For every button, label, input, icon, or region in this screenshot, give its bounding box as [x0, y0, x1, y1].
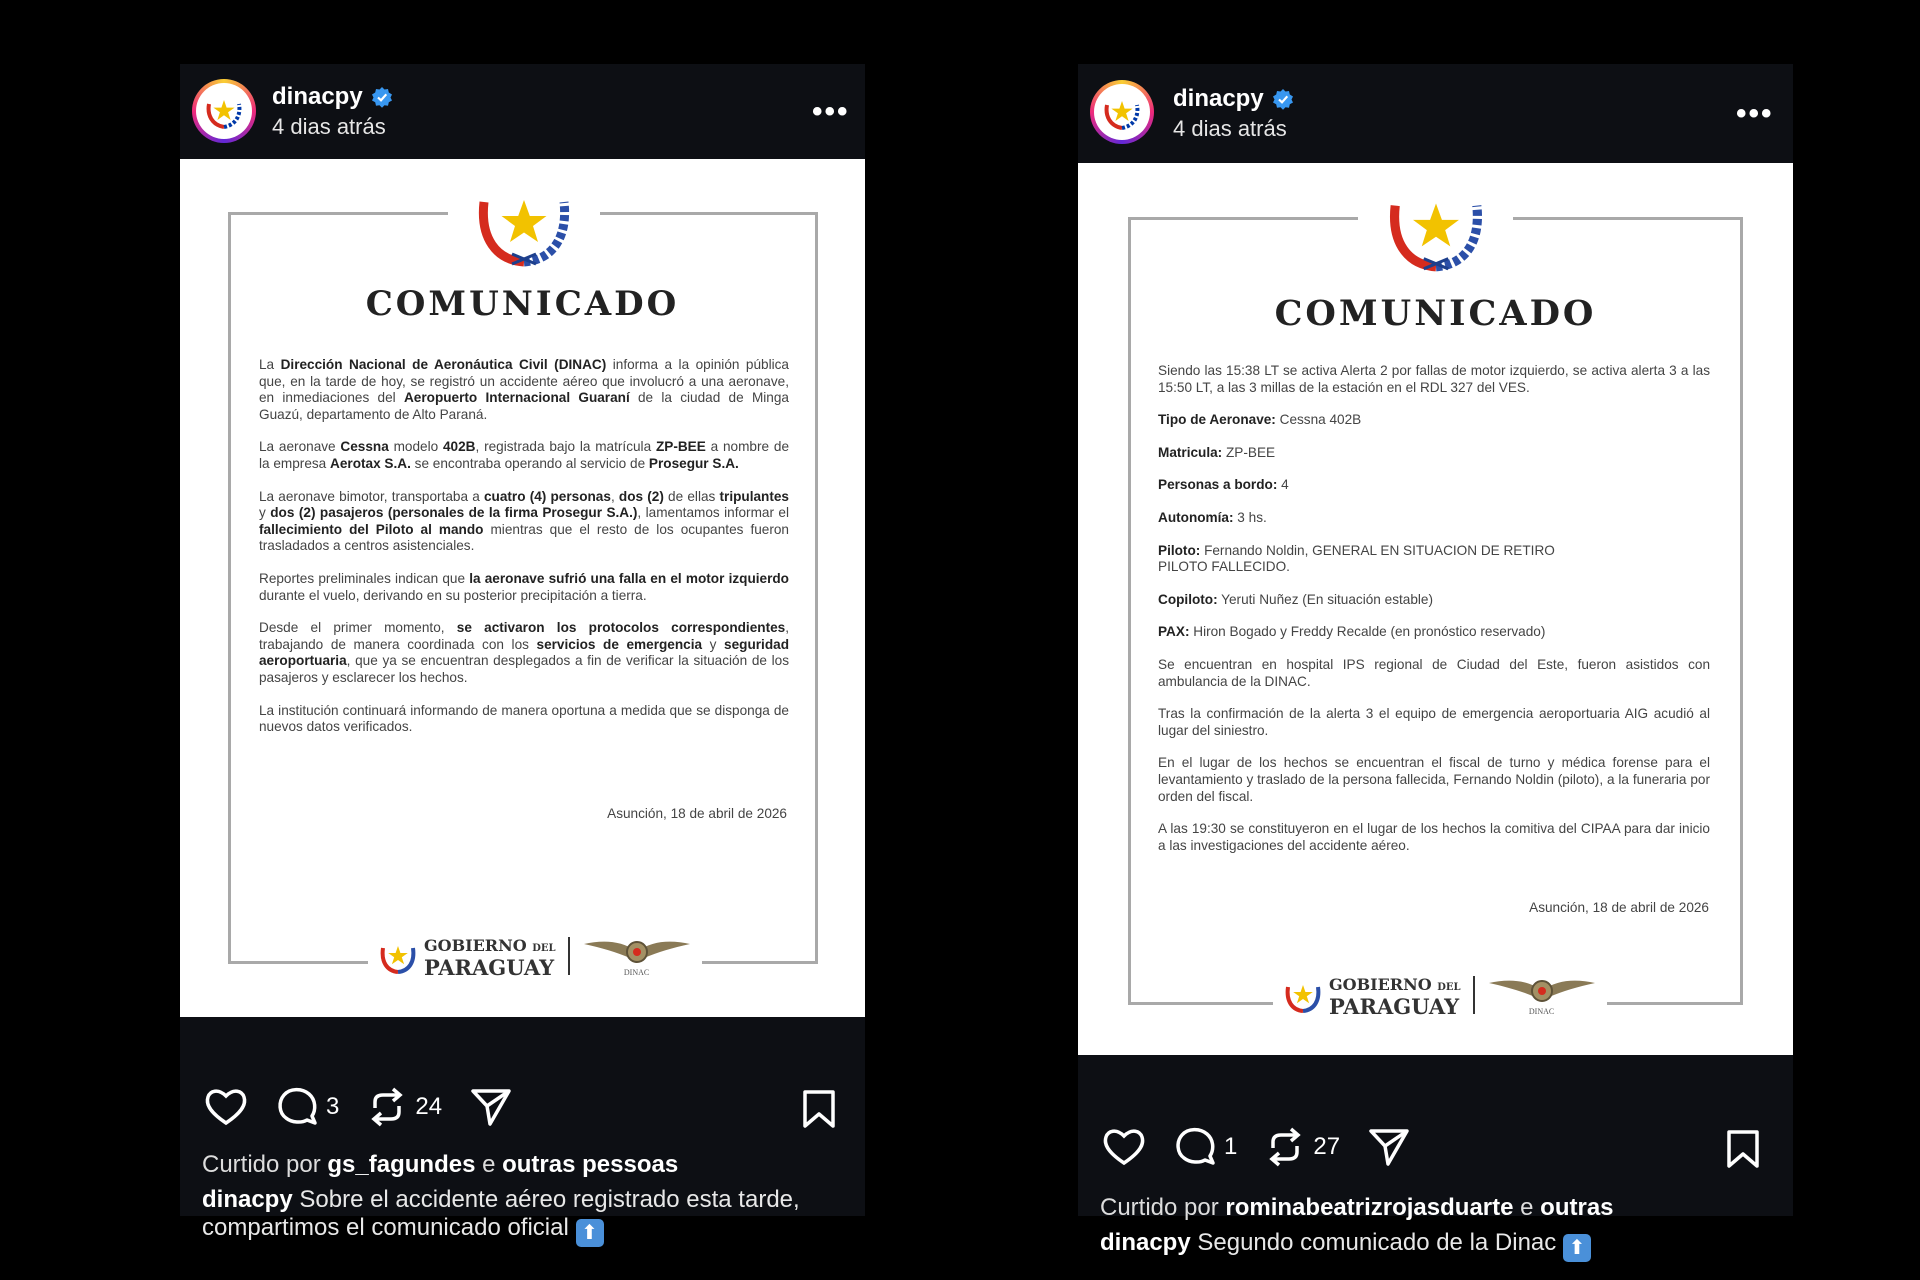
liked-by-user[interactable]: rominabeatrizrojasduarte: [1225, 1194, 1514, 1221]
post-card: [180, 64, 865, 1244]
paraguay-coat-of-arms-icon: [1385, 175, 1487, 277]
paraguay-seal-icon: [1100, 90, 1144, 134]
gobierno-seal-icon: [378, 936, 418, 976]
more-options-icon[interactable]: •••: [1736, 97, 1774, 130]
document-paragraph: Tras la confirmación de la alerta 3 el equipo de emergencia aeroportuaria AIG acudió al lugar del siniestro.: [1158, 706, 1710, 738]
document-paragraph: Tipo de Aeronave: Cessna 402B: [1158, 412, 1362, 428]
dinac-wings-icon: [582, 934, 692, 970]
document-paragraph: Piloto: Fernando Noldin, GENERAL EN SITUACION DE RETIRO PILOTO FALLECIDO.: [1158, 542, 1555, 575]
more-options-icon[interactable]: •••: [812, 95, 850, 128]
liked-by-line: Curtido por gs_fagundes e outras pessoas: [202, 1151, 679, 1178]
comment-bubble-icon[interactable]: [1174, 1126, 1216, 1168]
repost-button[interactable]: [367, 1086, 442, 1128]
communique-image: [180, 159, 865, 1017]
document-paragraph: La institución continuará informando de manera oportuna a medida que se disponga de nuevos datos verificados.: [259, 702, 789, 735]
post-caption: dinacpy Sobre el accidente aéreo registrado esta tarde, compartimos el comunicado oficial ⬆: [202, 1186, 852, 1247]
comment-button[interactable]: [276, 1086, 339, 1128]
like-heart-icon[interactable]: [204, 1087, 248, 1127]
profile-avatar[interactable]: [1090, 80, 1154, 144]
document-paragraph: Matricula: ZP-BEE: [1158, 444, 1276, 460]
caption-username[interactable]: dinacpy: [1100, 1229, 1191, 1256]
document-paragraph: Desde el primer momento, se activaron los protocolos correspondientes, trabajando de manera coordinada con los servicios de emergencia y seguridad aeroportuaria, que ya se encuentran desplegados a fin de verificar la situación de los pasajeros y esclarecer los hechos.: [259, 620, 789, 685]
username[interactable]: dinacpy: [1173, 85, 1264, 112]
dinac-logo: DINAC: [1487, 973, 1597, 1017]
document-title: COMUNICADO: [365, 284, 680, 324]
repost-count: 27: [1313, 1133, 1341, 1160]
document-paragraph: A las 19:30 se constituyeron en el lugar de los hechos la comitiva del CIPAA para dar inicio a las investigaciones del accidente aéreo.: [1158, 821, 1710, 853]
paraguay-seal-icon: [202, 89, 246, 133]
document-body: [1158, 363, 1710, 870]
post-timestamp: 4 dias atrás: [1173, 116, 1287, 141]
repost-arrows-icon[interactable]: [367, 1086, 407, 1128]
paraguay-coat-of-arms-icon: [474, 172, 574, 272]
repost-count: 24: [415, 1093, 443, 1120]
document-paragraph: La aeronave bimotor, transportaba a cuatro (4) personas, dos (2) de ellas tripulantes y dos (2) pasajeros (personales de la firma Prosegur S.A.), lamentamos informar el fallecimiento del Piloto al mando mientras que el resto de los ocupantes fueron trasladados a centros asistenciales.: [259, 488, 789, 554]
bookmark-icon[interactable]: [802, 1090, 836, 1128]
logo-separator: [568, 937, 570, 975]
up-arrow-emoji-icon: ⬆: [576, 1219, 604, 1247]
communique-image: [1078, 163, 1793, 1055]
footer-logos: [1273, 973, 1607, 1017]
document-paragraph: Se encuentran en hospital IPS regional de Ciudad del Este, fueron asistidos con ambulancia de la DINAC.: [1158, 656, 1710, 689]
document-body: [259, 357, 789, 752]
document-paragraph: Siendo las 15:38 LT se activa Alerta 2 por fallas de motor izquierdo, se activa alerta 3 a las 15:50 LT, a las 3 millas de la estación en el RDL 327 del VES.: [1158, 363, 1710, 395]
document-paragraph: En el lugar de los hechos se encuentran el fiscal de turno y médica forense para el levantamiento y traslado de la persona fallecida, Fernando Noldin (piloto), a la funeraria por orden del fiscal.: [1158, 755, 1710, 804]
action-bar: [1102, 1126, 1410, 1168]
post-timestamp: 4 dias atrás: [272, 114, 386, 139]
document-title: COMUNICADO: [1274, 293, 1597, 334]
dinac-logo: DINAC: [582, 934, 692, 978]
document-paragraph: Copiloto: Yeruti Nuñez (En situación estable): [1158, 591, 1434, 607]
profile-avatar[interactable]: [192, 79, 256, 143]
liked-by-user[interactable]: gs_fagundes: [327, 1151, 476, 1178]
document-paragraph: Personas a bordo: 4: [1158, 477, 1289, 493]
document-date: Asunción, 18 de abril de 2026: [607, 806, 787, 821]
post-card: [1078, 64, 1793, 1259]
document-date: Asunción, 18 de abril de 2026: [1529, 900, 1709, 915]
repost-arrows-icon[interactable]: [1265, 1126, 1305, 1168]
document-paragraph: Reportes preliminales indican que la aeronave sufrió una falla en el motor izquierdo durante el vuelo, derivando en su posterior precipitación a tierra.: [259, 570, 789, 603]
verified-badge-icon: [371, 86, 393, 108]
document-paragraph: La aeronave Cessna modelo 402B, registrada bajo la matrícula ZP-BEE a nombre de la empresa Aerotax S.A. se encontraba operando al servicio de Prosegur S.A.: [259, 439, 790, 471]
dinac-wings-icon: [1487, 973, 1597, 1009]
gobierno-paraguay-wordmark: GOBIERNO DEL PARAGUAY: [424, 935, 556, 980]
share-send-icon[interactable]: [470, 1086, 512, 1128]
document-paragraph: PAX: Hiron Bogado y Freddy Recalde (en pronóstico reservado): [1158, 624, 1546, 640]
comment-count: 3: [326, 1093, 340, 1120]
repost-button[interactable]: [1265, 1126, 1340, 1168]
liked-by-others[interactable]: outras pessoas: [502, 1151, 679, 1178]
share-send-icon[interactable]: [1368, 1126, 1410, 1168]
liked-by-others[interactable]: outras: [1540, 1194, 1614, 1221]
gobierno-paraguay-wordmark: GOBIERNO DEL PARAGUAY: [1329, 974, 1461, 1019]
action-bar: [204, 1086, 512, 1128]
footer-logos: [368, 934, 702, 978]
gobierno-seal-icon: [1283, 975, 1323, 1015]
post-caption: dinacpy Segundo comunicado de la Dinac ⬆: [1100, 1229, 1780, 1262]
verified-badge-icon: [1272, 88, 1294, 110]
caption-username[interactable]: dinacpy: [202, 1186, 293, 1213]
comment-count: 1: [1224, 1133, 1238, 1160]
comment-button[interactable]: [1174, 1126, 1237, 1168]
comment-bubble-icon[interactable]: [276, 1086, 318, 1128]
document-paragraph: Autonomía: 3 hs.: [1158, 509, 1267, 525]
document-paragraph: La Dirección Nacional de Aeronáutica Civil (DINAC) informa a la opinión pública que, en la tarde de hoy, se registró un accidente aéreo que involucró a una aeronave, en inmediaciones del Aeropuerto Internacional Guaraní de la ciudad de Minga Guazú, departamento de Alto Paraná.: [259, 357, 789, 422]
liked-by-line: Curtido por rominabeatrizrojasduarte e outras: [1100, 1194, 1614, 1221]
up-arrow-emoji-icon: ⬆: [1563, 1234, 1591, 1262]
bookmark-icon[interactable]: [1726, 1130, 1760, 1168]
like-heart-icon[interactable]: [1102, 1127, 1146, 1167]
username[interactable]: dinacpy: [272, 83, 363, 110]
logo-separator: [1473, 976, 1475, 1014]
